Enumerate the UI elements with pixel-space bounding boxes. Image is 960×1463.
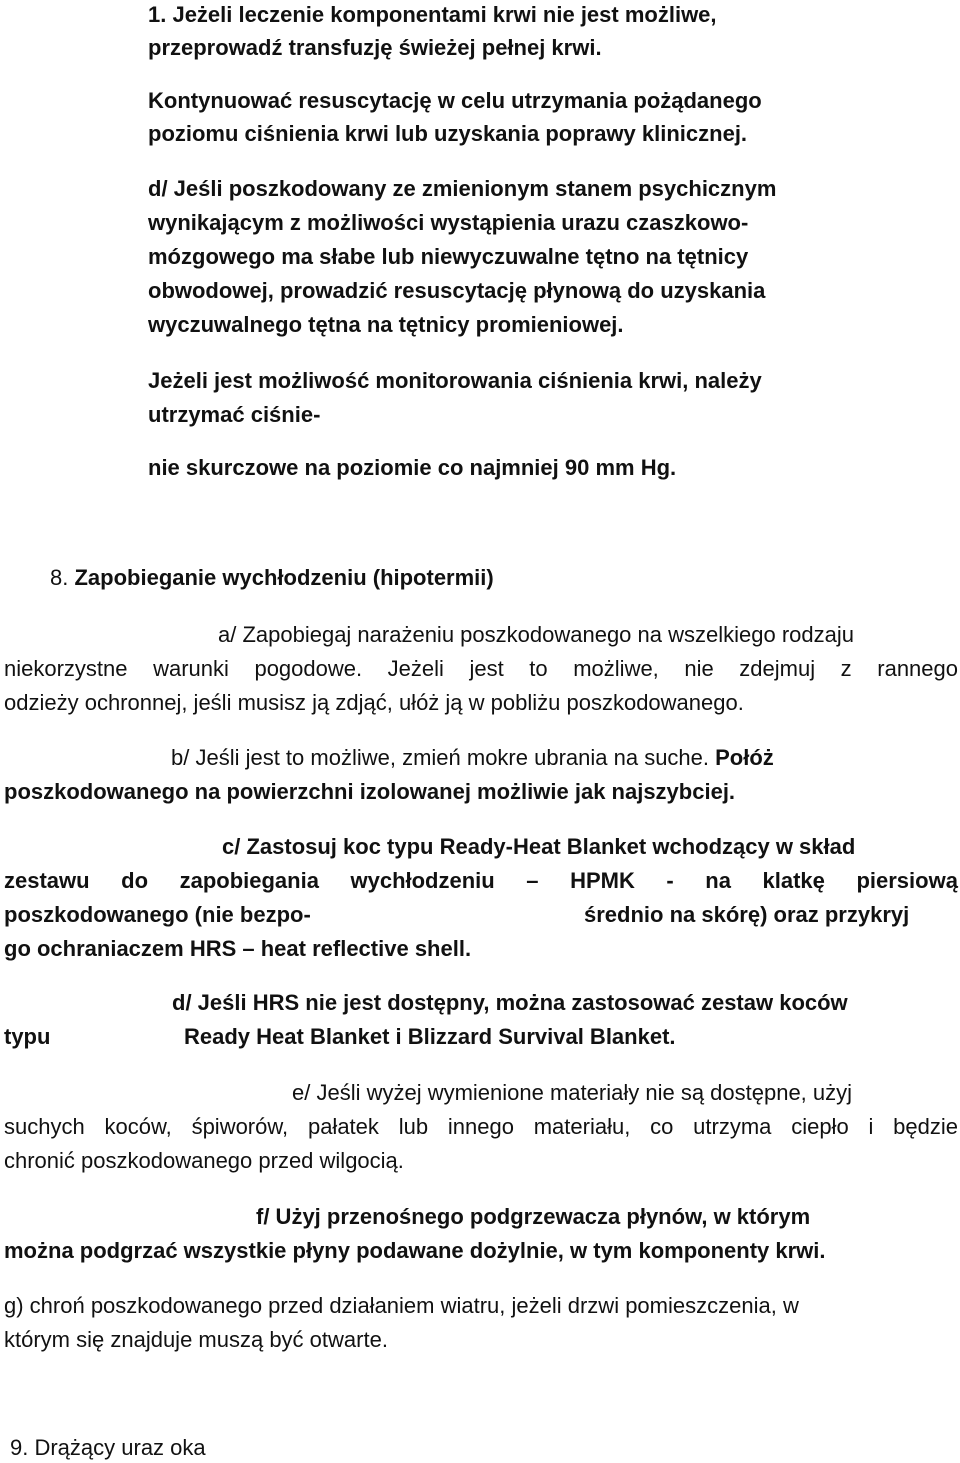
c-line2: [4, 866, 958, 896]
c-word: piersiową: [856, 868, 958, 893]
d-hrs-line1: d/ Jeśli HRS nie jest dostępny, można zastosować zestaw koców: [172, 990, 848, 1015]
c-word: zapobiegania: [179, 868, 319, 893]
d-psych-line5: wyczuwalnego tętna na tętnicy promieniowej.: [148, 312, 624, 337]
c-line3-left: poszkodowanego (nie bezpo-: [4, 902, 311, 927]
c-word: klatkę: [762, 868, 825, 893]
c-word: zestawu: [4, 868, 90, 893]
item1-line2: przeprowadź transfuzję świeżej pełnej krwi.: [148, 35, 602, 60]
continue-line2: poziomu ciśnienia krwi lub uzyskania poprawy klinicznej.: [148, 121, 748, 146]
pressure-line1: Jeżeli jest możliwość monitorowania ciśnienia krwi, należy: [148, 368, 762, 393]
section8-title: Zapobieganie wychłodzeniu (hipotermii): [74, 565, 494, 590]
continue-line1: Kontynuować resuscytację w celu utrzymania pożądanego: [148, 88, 762, 113]
d-hrs-line2-left: typu: [4, 1024, 51, 1049]
e-line2: suchych koców, śpiworów, pałatek lub innego materiału, co utrzyma ciepło i będzie: [4, 1114, 958, 1139]
d-psych-line2: wynikającym z możliwości wystąpienia urazu czaszkowo-: [148, 210, 749, 235]
c-line4: go ochraniaczem HRS – heat reflective shell.: [4, 936, 472, 961]
section9-heading: 9. Drążący uraz oka: [10, 1435, 206, 1460]
g-line1: g) chroń poszkodowanego przed działaniem wiatru, jeżeli drzwi pomieszczenia, w: [4, 1293, 799, 1318]
c-word: na: [705, 868, 731, 893]
c-word: do: [121, 868, 149, 893]
c-word: -: [666, 868, 674, 893]
c-line1: c/ Zastosuj koc typu Ready-Heat Blanket wchodzący w skład: [222, 834, 856, 859]
a-line2: niekorzystne warunki pogodowe. Jeżeli jest to możliwe, nie zdejmuj z rannego: [4, 656, 958, 681]
d-psych-line3: mózgowego ma słabe lub niewyczuwalne tętno na tętnicy: [148, 244, 749, 269]
f-line2: można podgrzać wszystkie płyny podawane dożylnie, w tym komponenty krwi.: [4, 1238, 826, 1263]
e-line1: e/ Jeśli wyżej wymienione materiały nie są dostępne, użyj: [292, 1080, 853, 1105]
d-psych-line1: d/ Jeśli poszkodowany ze zmienionym stanem psychicznym: [148, 176, 777, 201]
e-line3: chronić poszkodowanego przed wilgocią.: [4, 1148, 404, 1173]
d-psych-line4: obwodowej, prowadzić resuscytację płynową do uzyskania: [148, 278, 766, 303]
pressure-line3: nie skurczowe na poziomie co najmniej 90 mm Hg.: [148, 455, 677, 480]
b-line1-bold: Połóż: [715, 745, 774, 770]
g-line2: którym się znajduje muszą być otwarte.: [4, 1327, 388, 1352]
item1-line1: 1. Jeżeli leczenie komponentami krwi nie jest możliwe,: [148, 2, 717, 27]
c-word: HPMK: [570, 868, 635, 893]
pressure-line2: utrzymać ciśnie-: [148, 402, 321, 427]
f-line1: f/ Użyj przenośnego podgrzewacza płynów, w którym: [256, 1204, 811, 1229]
c-word: –: [526, 868, 539, 893]
d-hrs-line2-right: Ready Heat Blanket i Blizzard Survival Blanket.: [184, 1024, 676, 1049]
b-line2: poszkodowanego na powierzchni izolowanej możliwie jak najszybciej.: [4, 779, 736, 804]
a-line1: a/ Zapobiegaj narażeniu poszkodowanego na wszelkiego rodzaju: [218, 622, 854, 647]
section8-number: 8.: [50, 565, 69, 590]
c-line3-right: średnio na skórę) oraz przykryj: [584, 902, 910, 927]
a-line3: odzieży ochronnej, jeśli musisz ją zdjąć, ułóż ją w pobliżu poszkodowanego.: [4, 690, 744, 715]
b-line1-normal: b/ Jeśli jest to możliwe, zmień mokre ubrania na suche.: [171, 745, 716, 770]
section8-heading: [50, 563, 494, 593]
b-line1: [171, 743, 774, 773]
c-word: wychłodzeniu: [350, 868, 495, 893]
